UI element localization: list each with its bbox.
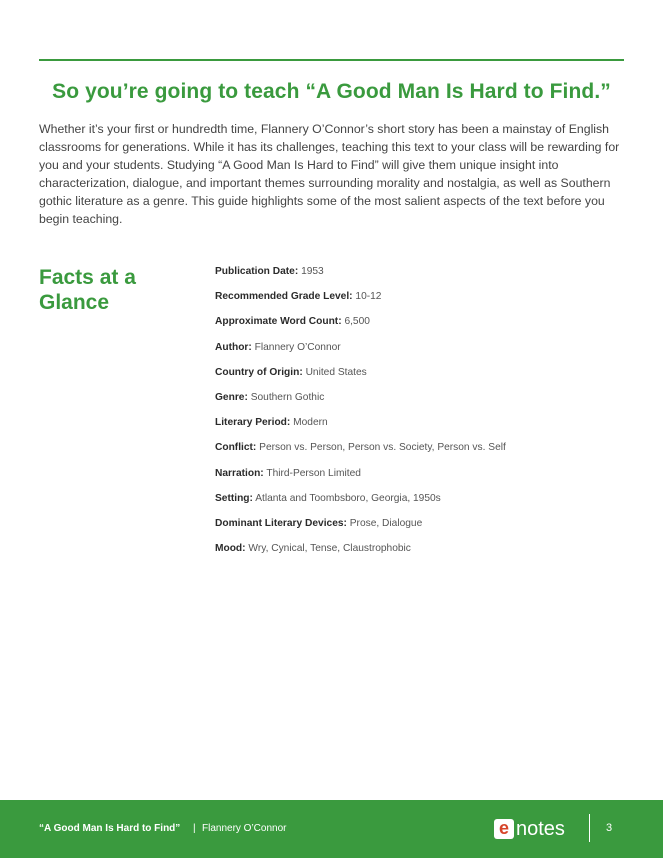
fact-label: Conflict: (215, 442, 257, 454)
fact-row-grade-level (215, 289, 635, 314)
fact-value: Prose, Dialogue (349, 517, 423, 529)
page-title: So you’re going to teach “A Good Man Is Hard to Find.” (52, 80, 611, 103)
fact-row-literary-period (215, 415, 635, 440)
fact-value: Modern (293, 417, 328, 429)
fact-row-mood (215, 541, 635, 566)
fact-row-word-count (215, 314, 635, 339)
fact-row-literary-devices (215, 516, 635, 541)
fact-label: Author: (215, 341, 252, 353)
fact-row-author (215, 340, 635, 365)
fact-label: Approximate Word Count: (215, 316, 342, 328)
footer-divider (589, 814, 590, 842)
fact-label: Recommended Grade Level: (215, 291, 353, 303)
fact-label: Narration: (215, 467, 264, 479)
fact-row-publication-date (215, 264, 635, 289)
fact-value: Southern Gothic (250, 391, 325, 403)
fact-value: 10-12 (355, 291, 382, 303)
top-divider (39, 59, 624, 61)
fact-label: Publication Date: (215, 266, 299, 277)
fact-value: 6,500 (344, 316, 370, 328)
fact-label: Literary Period: (215, 417, 291, 429)
fact-value: Flannery O’Connor (254, 341, 341, 353)
fact-label: Dominant Literary Devices: (215, 517, 347, 529)
facts-list (215, 264, 635, 566)
fact-row-country (215, 365, 635, 390)
facts-heading: Facts at a Glance (39, 266, 136, 314)
footer-bar (0, 800, 663, 858)
enotes-logo (494, 817, 565, 841)
fact-value: 1953 (301, 266, 324, 277)
page-number: 3 (606, 822, 613, 834)
fact-value: Wry, Cynical, Tense, Claustrophobic (248, 543, 411, 555)
fact-label: Country of Origin: (215, 366, 303, 378)
fact-row-narration (215, 466, 635, 491)
fact-row-setting (215, 491, 635, 516)
footer-separator: | (193, 823, 196, 834)
intro-paragraph: Whether it’s your first or hundredth time, Flannery O’Connor’s short story has been a mainstay of English classrooms for generations. While it has its challenges, teaching this text to your class will be rewarding for you and your students. Studying “A Good Man Is Hard to Find” will give them unique insight into characterization, dialogue, and important themes surrounding morality and nostalgia, as well as Southern gothic literature as a genre. This guide highlights some of the most salient aspects of the text before you begin teaching. (39, 122, 620, 226)
logo-wordmark: notes (516, 818, 565, 840)
fact-value: Atlanta and Toombsboro, Georgia, 1950s (255, 492, 441, 504)
fact-row-genre (215, 390, 635, 415)
fact-row-conflict (215, 440, 635, 465)
fact-label: Mood: (215, 543, 246, 555)
fact-value: United States (305, 366, 367, 378)
fact-value: Person vs. Person, Person vs. Society, Person vs. Self (259, 442, 506, 454)
fact-label: Genre: (215, 391, 248, 403)
fact-label: Setting: (215, 492, 253, 504)
footer-title: “A Good Man Is Hard to Find” (39, 823, 181, 834)
logo-e-icon: e (494, 819, 514, 839)
fact-value: Third-Person Limited (266, 467, 361, 479)
footer-author: Flannery O’Connor (202, 823, 287, 834)
